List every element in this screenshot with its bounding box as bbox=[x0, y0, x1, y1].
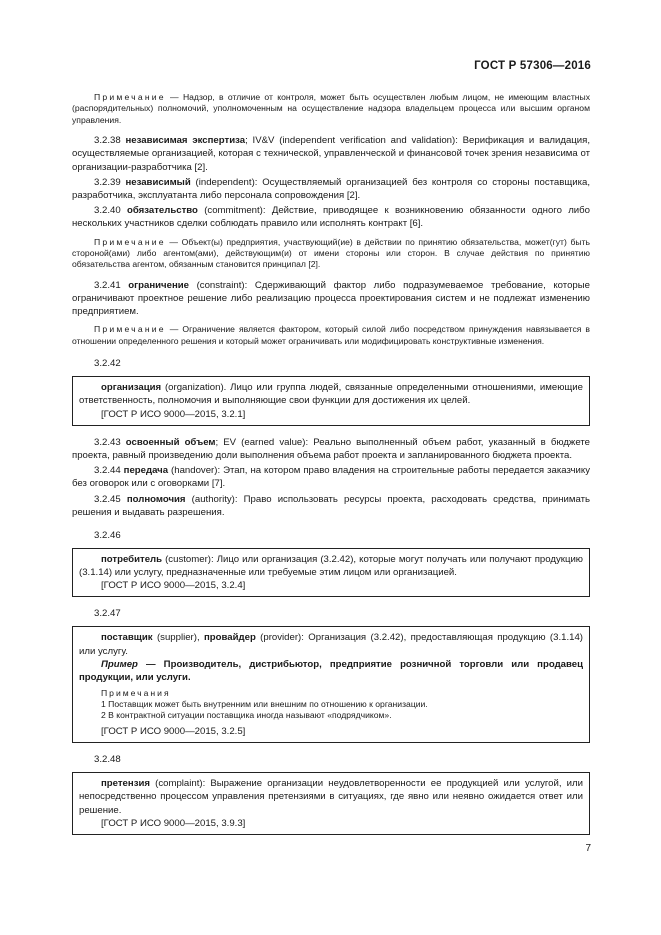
term-name: потребитель bbox=[101, 553, 163, 565]
note-text: — Ограничение является фактором, который силой либо посредством принуждения навязывается в отношении определенного решения и который может ограничивать или модифицировать конструктивные изменения. bbox=[72, 324, 590, 346]
term-box-customer bbox=[72, 548, 590, 597]
term-name: независимая экспертиза bbox=[125, 135, 246, 147]
term-english: (supplier), bbox=[152, 632, 204, 644]
term-definition-paragraph bbox=[79, 381, 583, 407]
term-box-organization bbox=[72, 376, 590, 425]
term-name: полномочия bbox=[126, 493, 186, 505]
term-number: 3.2.44 bbox=[94, 465, 124, 477]
note-commitment bbox=[72, 237, 590, 271]
note-label: Примечание bbox=[94, 92, 166, 102]
term-reference: [ГОСТ Р ИСО 9000—2015, 3.9.3] bbox=[101, 817, 246, 829]
term-number: 3.2.39 bbox=[94, 176, 126, 188]
term-3-2-38 bbox=[72, 134, 590, 174]
term-3-2-44 bbox=[72, 464, 590, 490]
term-definition: (independent): Осуществляемый организацией без контроля со стороны поставщика, разработчика, эксплуатанта либо персонала сопровождения [2]. bbox=[72, 176, 590, 202]
note-text: — Надзор, в отличие от контроля, может быть осуществлен любым лицом, не имеющим властных (распорядительных) полномочий, уполномоченным на осуществление надзора владельцем процесса или высшим органом управления. bbox=[72, 92, 590, 125]
standard-header: ГОСТ Р 57306—2016 bbox=[474, 60, 591, 72]
term-3-2-43 bbox=[72, 436, 590, 462]
term-number: 3.2.40 bbox=[94, 205, 127, 217]
term-number: 3.2.43 bbox=[94, 436, 126, 448]
term-name: поставщик bbox=[101, 632, 153, 644]
term-box-supplier bbox=[72, 626, 590, 743]
example-paragraph bbox=[79, 658, 583, 684]
term-reference: [ГОСТ Р ИСО 9000—2015, 3.2.5] bbox=[101, 726, 246, 738]
term-definition: (authority): Право использовать ресурсы проекта, расходовать средства, принимать решения и выдавать разрешения. bbox=[72, 493, 591, 518]
term-3-2-45 bbox=[72, 493, 590, 519]
term-name: освоенный объем bbox=[125, 436, 216, 448]
term-definition-paragraph bbox=[79, 631, 583, 657]
term-name: претензия bbox=[101, 778, 150, 790]
term-definition: (constraint): Сдерживающий фактор либо подразумеваемое требование, которые ограничивают проектное решение либо реализацию процесса проектирования систем и не подлежат изменению предприятием. bbox=[72, 279, 590, 318]
term-reference: [ГОСТ Р ИСО 9000—2015, 3.2.4] bbox=[101, 580, 246, 592]
term-definition-paragraph bbox=[79, 553, 583, 579]
term-definition: ; EV (earned value): Реально выполненный объем работ, указанный в бюджете проекта, равный произведению доли выполнения объема работ проекта и запланированного бюджета проекта. bbox=[72, 436, 590, 461]
term-number-3-2-47: 3.2.47 bbox=[94, 608, 121, 620]
term-box-complaint bbox=[72, 772, 590, 835]
term-3-2-40 bbox=[72, 204, 590, 230]
note-line-2: 2 В контрактной ситуации поставщика иногда называют «подрядчиком». bbox=[101, 710, 392, 721]
term-number: 3.2.45 bbox=[94, 493, 127, 505]
term-definition: (handover): Этап, на котором право владения на строительные работы передается заказчику без оговорок или с оговорками [7]. bbox=[72, 465, 590, 490]
term-reference: [ГОСТ Р ИСО 9000—2015, 3.2.1] bbox=[101, 408, 246, 420]
note-line-1: 1 Поставщик может быть внутренним или внешним по отношению к организации. bbox=[101, 699, 428, 710]
page-content bbox=[72, 86, 590, 845]
term-number-3-2-42: 3.2.42 bbox=[94, 358, 121, 370]
term-name: ограничение bbox=[128, 279, 189, 291]
note-text: — Объект(ы) предприятия, участвующий(ие) в действии по принятию обязательства, может(гут) быть стороной(ами) либо агентом(ами), действующим(и) от имени стороны или сторон. В случае действия по принятию обязательства агентом, обязанным становится принципал [2]. bbox=[72, 236, 590, 270]
term-name: обязательство bbox=[126, 205, 198, 217]
note-label: Примечание bbox=[94, 324, 166, 335]
term-definition: (customer): Лицо или организация (3.2.42), которые могут получать или получают продукцию (3.1.14) или услугу, предназначенные или требуемые этим лицом или организацией. bbox=[79, 553, 583, 579]
note-constraint bbox=[72, 324, 590, 347]
example-text: — Производитель, дистрибьютор, предприятие розничной торговли или продавец продукции, или услуги. bbox=[79, 658, 583, 683]
term-definition: (organization). Лицо или группа людей, связанные определенными отношениями, имеющие ответственность, полномочия и выполняющие свои функции для достижения их целей. bbox=[79, 382, 583, 407]
term-definition: (commitment): Действие, приводящее к возникновению обязанности одного либо нескольких участников сделки соблюдать правило или исполнять контракт [6]. bbox=[72, 205, 590, 230]
term-name: передача bbox=[123, 465, 169, 477]
term-definition: (complaint): Выражение организации неудовлетворенности ее продукцией или услугой, или непосредственно процессом управления претензиями в ситуациях, где явно или неявно ожидается ответ или решение. bbox=[79, 778, 583, 816]
notes-title: Примечания bbox=[101, 688, 171, 699]
note-supervision bbox=[72, 92, 590, 126]
term-number: 3.2.38 bbox=[94, 135, 126, 147]
note-label: Примечание bbox=[94, 236, 166, 247]
term-number-3-2-48: 3.2.48 bbox=[94, 754, 121, 766]
term-name: независимый bbox=[125, 176, 191, 188]
term-3-2-39 bbox=[72, 176, 590, 202]
term-definition: ; IV&V (independent verification and validation): Верификация и валидация, осуществляемые организацией, которая с технической, управленческой и финансовой точек зрения независима от организации-разработчика [2]. bbox=[72, 135, 591, 173]
term-definition: (provider): Организация (3.2.42), предоставляющая продукцию (3.1.14) или услугу. bbox=[79, 632, 583, 657]
term-name: организация bbox=[101, 382, 162, 394]
term-number-3-2-46: 3.2.46 bbox=[94, 529, 121, 541]
term-number: 3.2.41 bbox=[94, 279, 129, 291]
example-label: Пример bbox=[101, 658, 138, 670]
term-3-2-41 bbox=[72, 279, 590, 319]
page-number: 7 bbox=[585, 843, 591, 854]
term-name-alt: провайдер bbox=[204, 632, 256, 644]
term-definition-paragraph bbox=[79, 777, 583, 817]
